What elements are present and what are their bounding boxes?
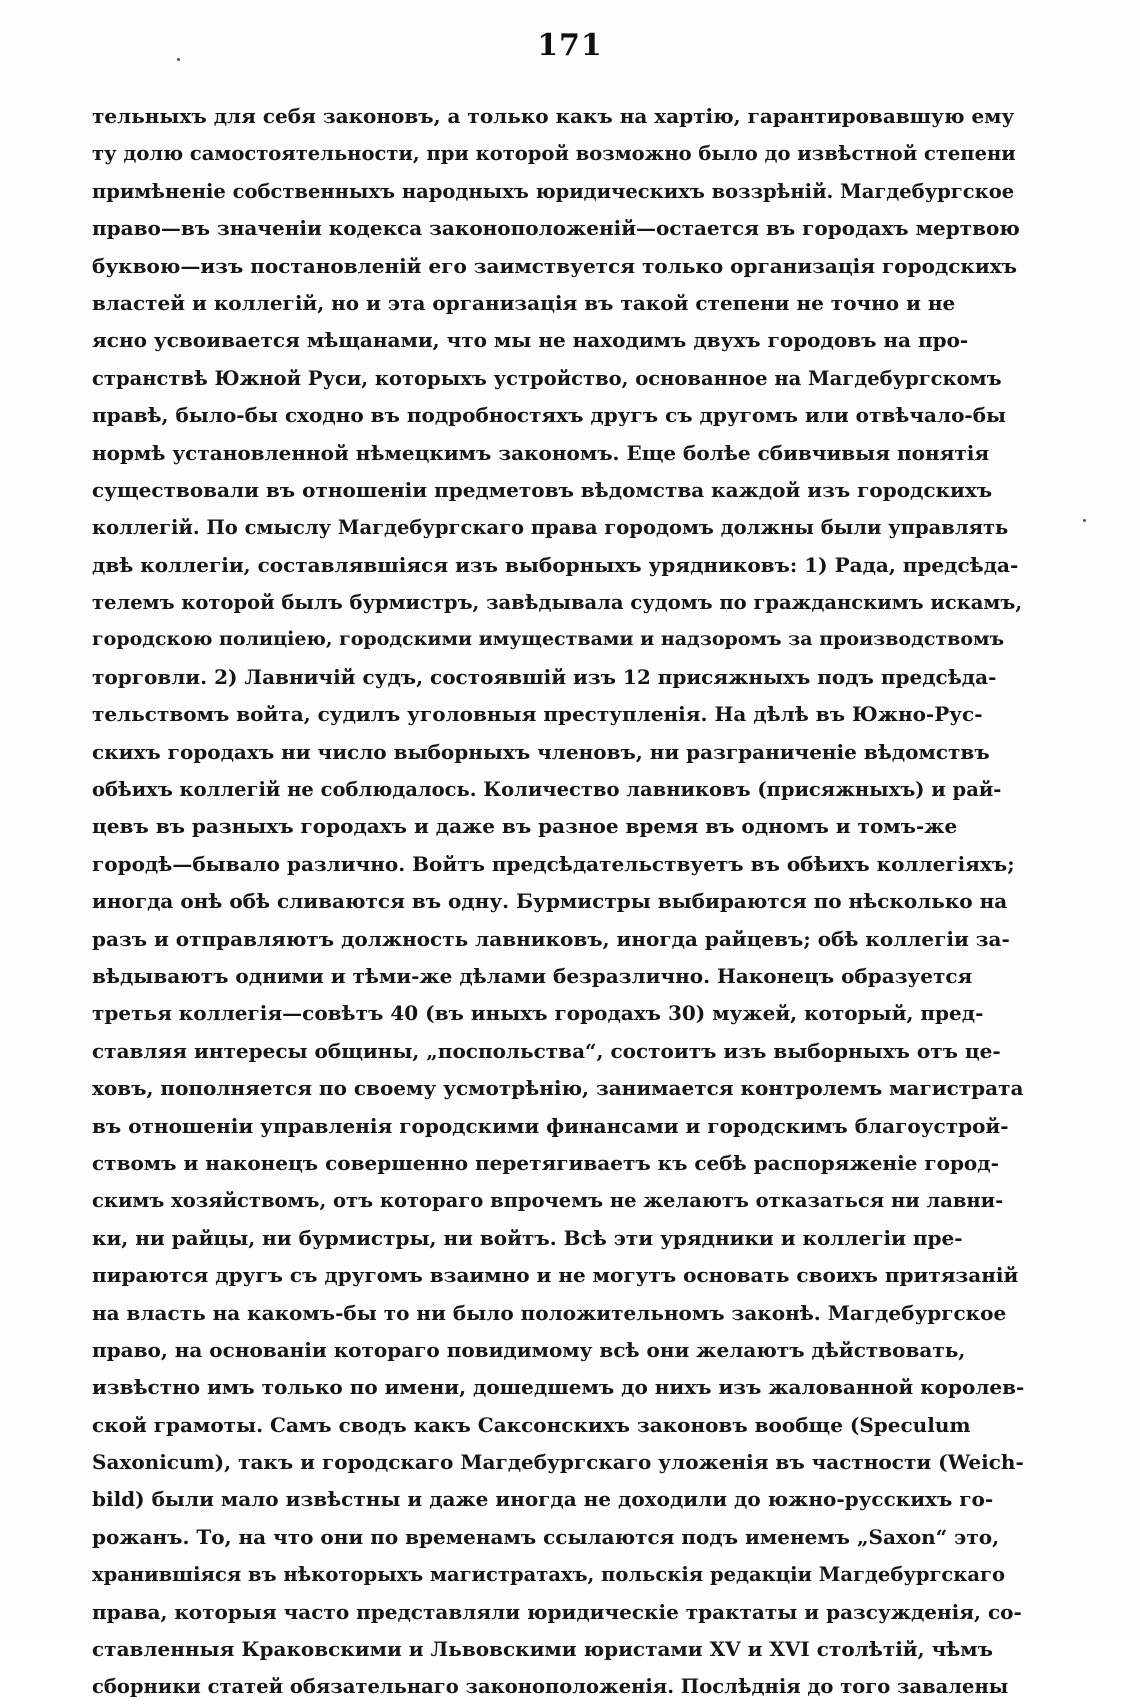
text-line: двѣ коллегіи, составлявшіяся изъ выборныхъ урядниковъ: 1) Рада, предсѣда- — [92, 552, 1019, 577]
text-line: ки, ни райцы, ни бурмистры, ни войтъ. Всѣ эти урядники и коллегіи пре- — [92, 1225, 963, 1250]
text-line: пираются другъ съ другомъ взаимно и не могутъ основать своихъ притязаній — [92, 1263, 1019, 1288]
text-line: иногда онѣ обѣ сливаются въ одну. Бурмистры выбираются по нѣсколько на — [92, 889, 1008, 914]
print-speck — [1083, 519, 1086, 522]
text-line: торговли. 2) Лавничій судъ, состоявшій изъ 12 присяжныхъ подъ предсѣда- — [92, 664, 997, 689]
text-line: извѣстно имъ только по имени, дошедшемъ до нихъ изъ жалованной королев- — [92, 1375, 1024, 1400]
text-line: Saxonicum), такъ и городскаго Магдебургскаго уложенія въ частности (Weich- — [92, 1450, 1024, 1475]
text-line: скимъ хозяйствомъ, отъ котораго впрочемъ не желаютъ отказаться ни лавни- — [92, 1189, 1004, 1213]
page-number: 171 — [537, 28, 603, 63]
text-line: ставляя интересы общины, „поспольства“, состоитъ изъ выборныхъ отъ це- — [92, 1038, 1001, 1063]
text-line: ставленныя Краковскими и Львовскими юристами XV и XVI столѣтій, чѣмъ — [92, 1637, 993, 1662]
text-line: коллегій. По смыслу Магдебургскаго права городомъ должны были управлять — [92, 516, 1009, 540]
text-line: рожанъ. То, на что они по временамъ ссылаются подъ именемъ „Saxon“ это, — [92, 1524, 1000, 1549]
text-line: странствѣ Южной Руси, которыхъ устройство, основанное на Магдебургскомъ — [92, 366, 1002, 390]
text-line: примѣненіе собственныхъ народныхъ юридическихъ воззрѣній. Магдебургское — [92, 179, 1015, 203]
text-line: телемъ которой былъ бурмистръ, завѣдывала судомъ по гражданскимъ искамъ, — [92, 591, 1023, 615]
text-line: цевъ въ разныхъ городахъ и даже въ разное время въ одномъ и томъ-же — [92, 814, 958, 839]
text-line: права, которыя часто представляли юридическіе трактаты и разсужденія, со- — [92, 1599, 1022, 1624]
text-line: право, на основаніи котораго повидимому всѣ они желаютъ дѣйствовать, — [92, 1337, 966, 1362]
text-line: разъ и отправляютъ должность лавниковъ, иногда райцевъ; обѣ коллегіи за- — [92, 926, 1010, 951]
text-line: существовали въ отношеніи предметовъ вѣдомства каждой изъ городскихъ — [92, 477, 993, 502]
text-line: право—въ значеніи кодекса законоположеній—остается въ городахъ мертвою — [92, 216, 1020, 241]
text-line: вѣдываютъ одними и тѣми-же дѣлами безразлично. Наконецъ образуется — [92, 963, 973, 988]
text-line: въ отношеніи управленія городскими финансами и городскимъ благоустрой- — [92, 1113, 1009, 1138]
text-line: ской грамоты. Самъ сводъ какъ Саксонскихъ законовъ вообще (Speculum — [92, 1412, 971, 1437]
text-line: хранившіяся въ нѣкоторыхъ магистратахъ, польскія редакціи Магдебургскаго — [92, 1563, 1005, 1587]
text-line: властей и коллегій, но и эта организація въ такой степени не точно и не — [92, 290, 956, 315]
text-line: городскою полиціею, городскими имуществами и надзоромъ за производствомъ — [92, 628, 1005, 651]
text-line: ствомъ и наконецъ совершенно перетягиваетъ къ себѣ распоряженіе город- — [92, 1150, 999, 1175]
text-line: тельныхъ для себя законовъ, а только какъ на хартію, гарантировавшую ему — [92, 104, 1015, 128]
text-line: сборники статей обязательнаго законоположенія. Послѣднія до того завалены — [92, 1675, 1009, 1699]
text-line: ховъ, пополняется по своему усмотрѣнію, занимается контролемъ магистрата — [92, 1076, 1024, 1101]
text-line: ясно усвоивается мѣщанами, что мы не находимъ двухъ городовъ на про- — [92, 328, 969, 353]
text-line: буквою—изъ постановленій его заимствуется только организація городскихъ — [92, 253, 1017, 278]
text-line: тельствомъ войта, судилъ уголовныя преступленія. На дѣлѣ въ Южно-Рус- — [92, 702, 983, 727]
text-line: нормѣ установленной нѣмецкимъ закономъ. Еще болѣе сбивчивыя понятія — [92, 440, 990, 465]
text-line: bild) были мало извѣстны и даже иногда не доходили до южно-русскихъ го- — [92, 1487, 994, 1512]
text-line: третья коллегія—совѣтъ 40 (въ иныхъ городахъ 30) мужей, который, пред- — [92, 1001, 984, 1026]
text-line: правѣ, было-бы сходно въ подробностяхъ другъ съ другомъ или отвѣчало-бы — [92, 403, 1007, 428]
text-line: обѣихъ коллегій не соблюдалось. Количество лавниковъ (присяжныхъ) и рай- — [92, 778, 1002, 802]
body-text — [92, 98, 1024, 1706]
text-line: городѣ—бывало различно. Войтъ предсѣдательствуетъ въ обѣихъ коллегіяхъ; — [92, 851, 1015, 876]
text-line: скихъ городахъ ни число выборныхъ членовъ, ни разграниченіе вѣдомствъ — [92, 739, 990, 764]
text-line: ту долю самостоятельности, при которой возможно было до извѣстной степени — [92, 142, 1016, 166]
text-line: на власть на какомъ-бы то ни было положительномъ законѣ. Магдебургское — [92, 1300, 1007, 1325]
